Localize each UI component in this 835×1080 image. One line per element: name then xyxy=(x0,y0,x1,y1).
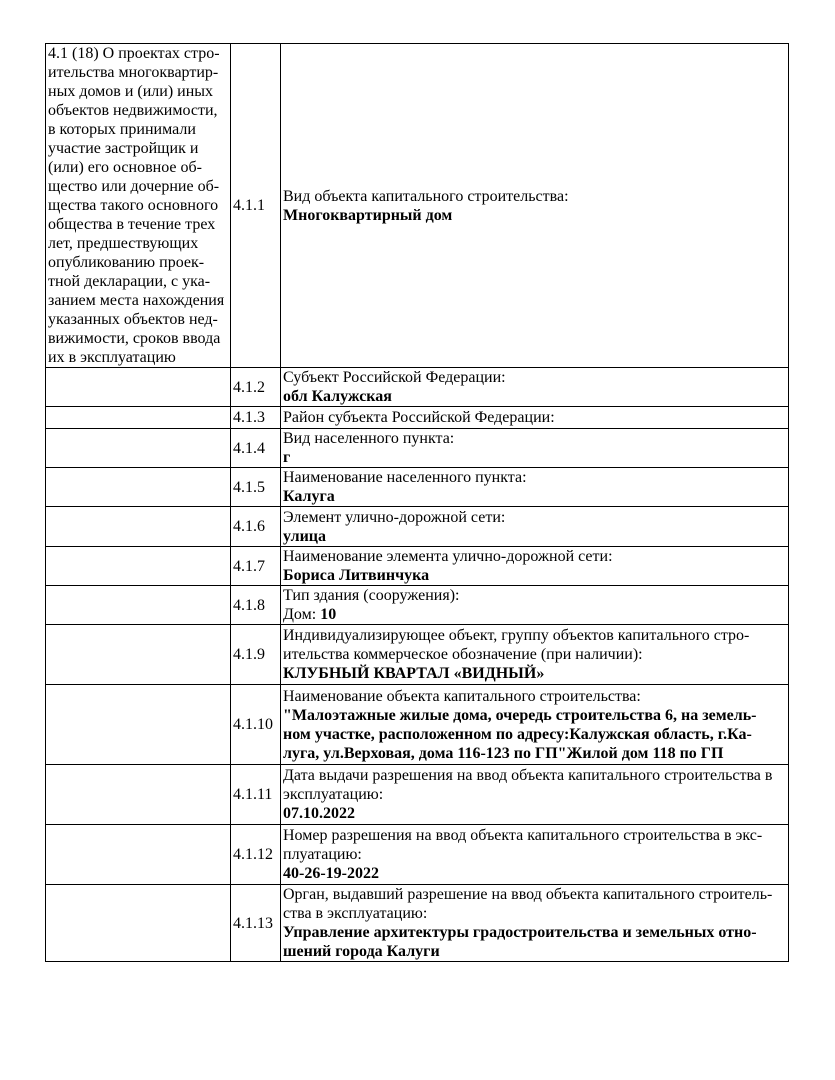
field-cell xyxy=(281,407,789,429)
row-number: 4.1.1 xyxy=(231,44,281,368)
row-number: 4.1.3 xyxy=(231,407,281,429)
field-label: Орган, выдавший разрешение на ввод объекта капитального строитель- ства в эксплуатацию: xyxy=(283,886,773,922)
table-row xyxy=(46,547,789,586)
empty-cell xyxy=(46,625,231,685)
table-row xyxy=(46,825,789,885)
table-row xyxy=(46,765,789,825)
field-label: Тип здания (сооружения): xyxy=(283,587,460,604)
field-label: Субъект Российской Федерации: xyxy=(283,369,506,386)
field-label: Индивидуализирующее объект, группу объектов капитального стро- ительства коммерческое обозначение (при наличии): xyxy=(283,627,750,663)
field-cell xyxy=(281,468,789,507)
field-value: КЛУБНЫЙ КВАРТАЛ «ВИДНЫЙ» xyxy=(283,665,545,682)
row-number: 4.1.8 xyxy=(231,586,281,625)
empty-cell xyxy=(46,547,231,586)
field-cell xyxy=(281,625,789,685)
empty-cell xyxy=(46,407,231,429)
field-label: Вид объекта капитального строительства: xyxy=(283,187,569,205)
table-row xyxy=(46,625,789,685)
field-cell xyxy=(281,547,789,586)
field-value: улица xyxy=(283,527,327,545)
field-label: Вид населенного пункта: xyxy=(283,430,455,447)
field-cell xyxy=(281,685,789,765)
field-label: Наименование элемента улично-дорожной сети: xyxy=(283,548,613,565)
field-value: 40-26-19-2022 xyxy=(283,865,379,882)
field-cell xyxy=(281,825,789,885)
row-number: 4.1.7 xyxy=(231,547,281,586)
field-cell xyxy=(281,885,789,962)
row-number: 4.1.12 xyxy=(231,825,281,885)
field-value: "Малоэтажные жилые дома, очередь строительства 6, на земель- ном участке, расположенном по адресу:Калужская область, г.Ка- луга, ул.Верховая, дома 116-123 по ГП"Жилой дом 118 по ГП xyxy=(283,706,757,762)
field-label: Наименование населенного пункта: xyxy=(283,469,527,486)
declaration-table xyxy=(45,43,789,962)
row-number: 4.1.2 xyxy=(231,368,281,407)
empty-cell xyxy=(46,507,231,547)
empty-cell xyxy=(46,468,231,507)
table-row xyxy=(46,44,789,368)
field-cell xyxy=(281,765,789,825)
table-row xyxy=(46,507,789,547)
field-label: Наименование объекта капитального строительства: xyxy=(283,687,641,705)
row-number: 4.1.13 xyxy=(231,885,281,962)
field-cell xyxy=(281,586,789,625)
table-row xyxy=(46,368,789,407)
field-cell xyxy=(281,44,789,368)
row-number: 4.1.4 xyxy=(231,429,281,468)
section-description-cell: 4.1 (18) О проектах стро- ительства многоквартир- ных домов и (или) иных объектов недвижимости, в которых принимали участие застройщик и (или) его основное об- щество или дочерние об- щества такого основного общества в течение трех лет, предшествующих опубликованию проек- тной декларации, с ука- занием места нахождения указанных объектов нед- вижимости, сроков ввода их в эксплуатацию xyxy=(46,44,231,368)
field-value: Калуга xyxy=(283,488,335,505)
field-value: 07.10.2022 xyxy=(283,805,355,822)
field-value: Бориса Литвинчука xyxy=(283,567,430,584)
table-row xyxy=(46,407,789,429)
table-row xyxy=(46,468,789,507)
row-number: 4.1.9 xyxy=(231,625,281,685)
field-cell xyxy=(281,429,789,468)
field-label: Номер разрешения на ввод объекта капитального строительства в экс- плуатацию: xyxy=(283,827,763,863)
value-bold: 10 xyxy=(320,606,337,623)
field-label: Район субъекта Российской Федерации: xyxy=(283,409,555,426)
row-number: 4.1.5 xyxy=(231,468,281,507)
table-row xyxy=(46,685,789,765)
empty-cell xyxy=(46,368,231,407)
empty-cell xyxy=(46,885,231,962)
table-row xyxy=(46,429,789,468)
field-value xyxy=(283,605,785,624)
field-label: Элемент улично-дорожной сети: xyxy=(283,508,506,526)
row-number: 4.1.10 xyxy=(231,685,281,765)
value-prefix: Дом: xyxy=(283,606,321,623)
empty-cell xyxy=(46,765,231,825)
field-value: обл Калужская xyxy=(283,388,392,405)
field-label: Дата выдачи разрешения на ввод объекта капитального строительства в эксплуатацию: xyxy=(283,767,773,803)
empty-cell xyxy=(46,429,231,468)
field-value: г xyxy=(283,449,291,466)
row-number: 4.1.6 xyxy=(231,507,281,547)
field-cell xyxy=(281,507,789,547)
field-cell xyxy=(281,368,789,407)
row-number: 4.1.11 xyxy=(231,765,281,825)
field-value: Многоквартирный дом xyxy=(283,206,453,224)
table-row xyxy=(46,885,789,962)
empty-cell xyxy=(46,685,231,765)
table-row xyxy=(46,586,789,625)
empty-cell xyxy=(46,586,231,625)
field-value: Управление архитектуры градостроительства и земельных отно- шений города Калуги xyxy=(283,924,757,960)
empty-cell xyxy=(46,825,231,885)
